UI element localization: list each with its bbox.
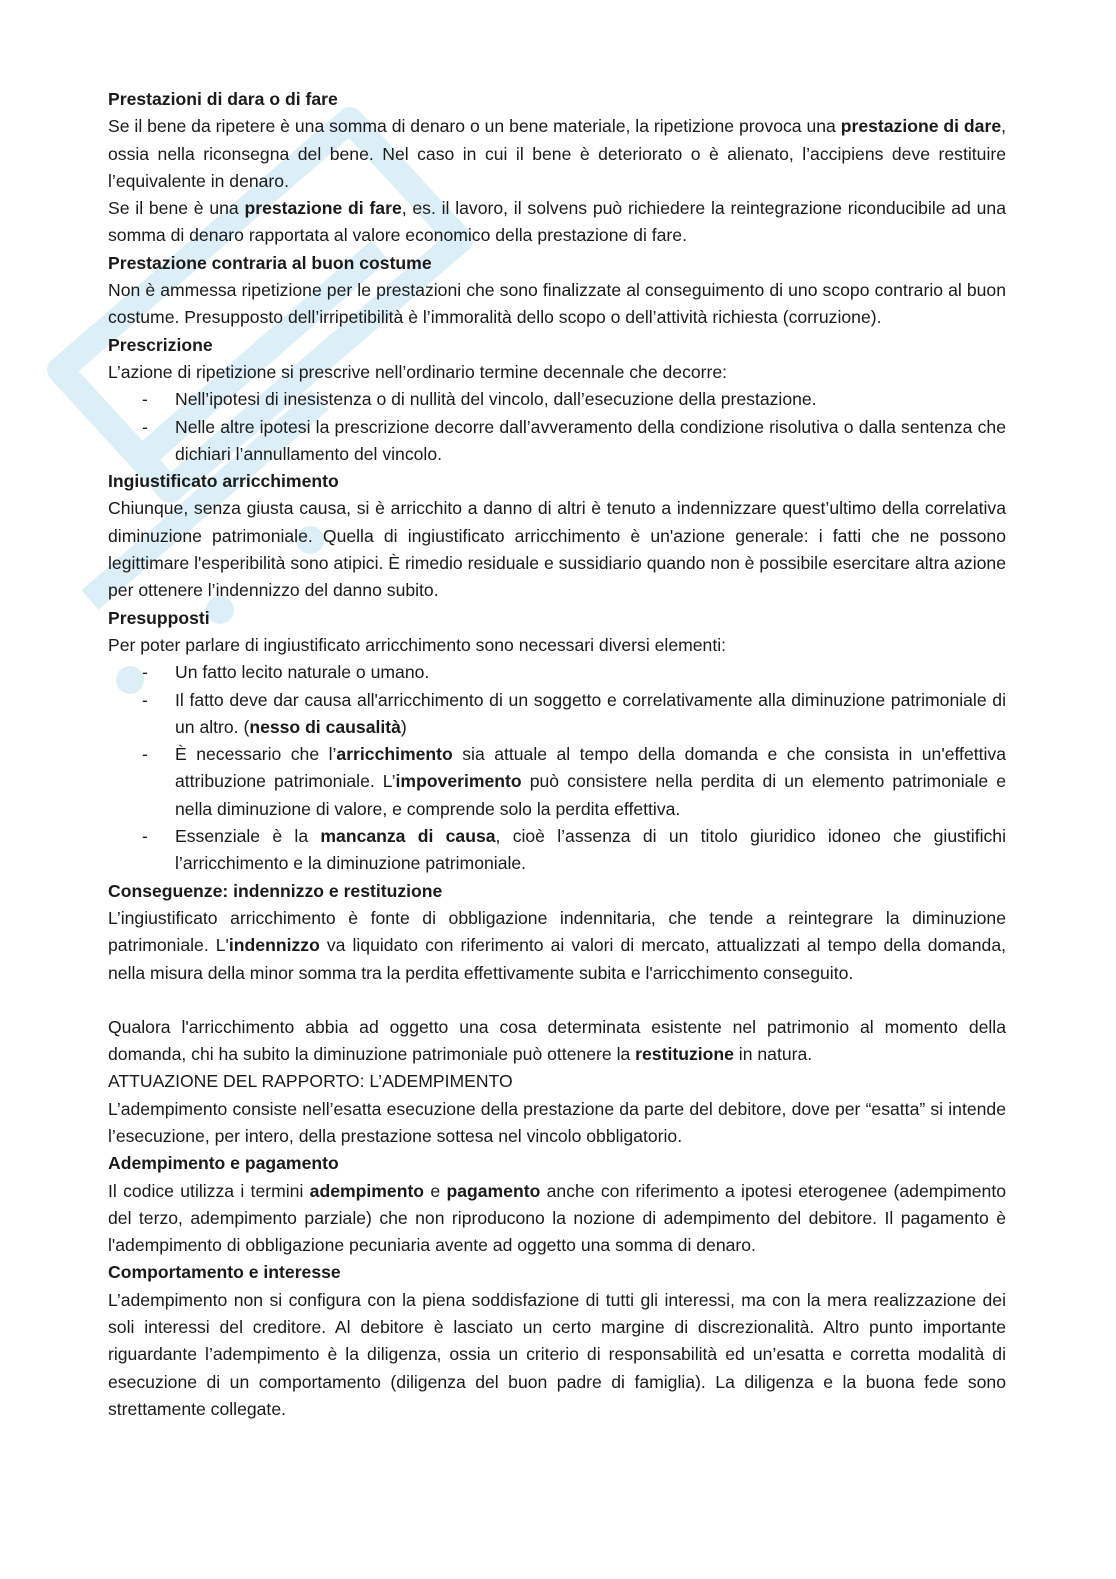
list-item <box>108 687 1006 742</box>
list-item <box>108 823 1006 878</box>
text-run: Per poter parlare di ingiustificato arricchimento sono necessari diversi elementi: <box>108 634 727 655</box>
text-run: Essenziale è la <box>175 826 321 847</box>
text-run: Chiunque, senza giusta causa, si è arricchito a danno di altri è tenuto a indennizzare quest’ultimo della correlativa diminuzione patrimoniale. Quella di ingiustificato arricchimento è un'azione generale: i fatti che ne possono legittimare l'esperibilità sono atipici. È rimedio residuale e sussidiario quando non è possibile esercitare altra azione per ottenere l’indennizzo del danno subito. <box>108 498 1006 601</box>
section-heading: Prestazioni di dara o di fare <box>108 89 338 109</box>
paragraph <box>108 1096 1006 1151</box>
text-run: Non è ammessa ripetizione per le prestazioni che sono finalizzate al conseguimento di uno scopo contrario al buon costume. Presupposto dell’irripetibilità è l’immoralità dello scopo o dell’attività richiesta (corruzione). <box>108 280 1006 328</box>
paragraph <box>108 195 1006 250</box>
bold-term: impoverimento <box>395 771 522 792</box>
text-run: va liquidato con riferimento ai valori di mercato, attualizzati al tempo della domanda, nella misura della minor somma tra la perdita effettivamente subita e l'arricchimento conseguito. <box>108 935 1006 983</box>
section-heading: Comportamento e interesse <box>108 1262 341 1283</box>
dash-list <box>108 386 1006 468</box>
paragraph <box>108 277 1006 332</box>
text-run: L’ingiustificato arricchimento è fonte di obbligazione indennitaria, che tende a reintegrare la diminuzione patrimoniale. L' <box>108 907 1006 956</box>
blank-line <box>108 987 1006 1014</box>
paragraph <box>108 359 1006 386</box>
bold-term: pagamento <box>446 1180 541 1201</box>
paragraph <box>108 1014 1006 1069</box>
section-heading: Conseguenze: indennizzo e restituzione <box>108 880 443 901</box>
section-heading: Adempimento e pagamento <box>108 1153 339 1174</box>
section-heading: Prestazione contraria al buon costume <box>108 252 432 273</box>
text-run: È necessario che l’ <box>175 744 337 765</box>
text-run: , ossia nella riconsegna del bene. Nel caso in cui il bene è deteriorato o è alienato, l’accipiens deve restituire l’equivalente in denaro. <box>108 116 1006 191</box>
list-item <box>108 386 1006 413</box>
section-heading: Ingiustificato arricchimento <box>108 471 339 492</box>
text-run: Se il bene da ripetere è una somma di denaro o un bene materiale, la ripetizione provoca una <box>108 116 841 137</box>
list-item <box>108 414 1006 469</box>
text-run: ) <box>400 716 407 737</box>
text-run: , es. il lavoro, il solvens può richiedere la reintegrazione riconducibile ad una somma di denaro rapportata al valore economico della prestazione di fare. <box>108 198 1006 246</box>
text-run: L’adempimento non si configura con la piena soddisfazione di tutti gli interessi, ma con la mera realizzazione dei soli interessi del creditore. Al debitore è lasciato un certo margine di discrezionalità. Altro punto importante riguardante l’adempimento è la diligenza, ossia un criterio di responsabilità ed un’esatta e corretta modalità di esecuzione di un comportamento (diligenza del buon padre di famiglia). La diligenza e la buona fede sono strettamente collegate. <box>108 1289 1006 1419</box>
section-heading: Presupposti <box>108 607 210 628</box>
paragraph <box>108 632 1006 659</box>
bold-term: indennizzo <box>228 935 320 956</box>
text-run: Nell’ipotesi di inesistenza o di nullità del vincolo, dall’esecuzione della prestazione. <box>175 389 817 410</box>
text-run: in natura. <box>733 1044 813 1065</box>
bold-term: mancanza di causa <box>320 826 496 847</box>
text-run: Se il bene è una <box>108 198 245 219</box>
bold-term: restituzione <box>635 1044 734 1065</box>
paragraph <box>108 1287 1006 1423</box>
paragraph <box>108 113 1006 195</box>
section-heading: ATTUAZIONE DEL RAPPORTO: L’ADEMPIMENTO <box>108 1071 513 1092</box>
paragraph <box>108 905 1006 987</box>
text-run: può consistere nella perdita di un elemento patrimoniale e nella diminuzione di valore, e comprende solo la perdita effettiva. <box>175 771 1007 819</box>
text-run: Un fatto lecito naturale o umano. <box>175 662 430 683</box>
text-run: L’adempimento consiste nell’esatta esecuzione della prestazione da parte del debitore, dove per “esatta” si intende l’esecuzione, per intero, della prestazione sottesa nel vincolo obbligatorio. <box>108 1098 1006 1146</box>
list-item <box>108 659 1006 686</box>
bold-term: nesso di causalità <box>249 716 401 737</box>
bold-term: prestazione di fare <box>244 198 402 219</box>
paragraph <box>108 495 1006 604</box>
document-body <box>108 86 1006 1423</box>
text-run: e <box>424 1180 447 1201</box>
list-item <box>108 741 1006 823</box>
text-run: , cioè l’assenza di un titolo giuridico idoneo che giustifichi l’arricchimento e la diminuzione patrimoniale. <box>175 826 1006 874</box>
text-run: Qualora l'arricchimento abbia ad oggetto una cosa determinata esistente nel patrimonio al momento della domanda, chi ha subito la diminuzione patrimoniale può ottenere la <box>108 1016 1006 1065</box>
paragraph <box>108 1178 1006 1260</box>
bold-term: adempimento <box>309 1180 425 1201</box>
text-run: Il fatto deve dar causa all'arricchimento di un soggetto e correlativamente alla diminuzione patrimoniale di un altro. ( <box>175 689 1006 737</box>
text-run: L’azione di ripetizione si prescrive nell’ordinario termine decennale che decorre: <box>108 361 728 382</box>
bold-term: arricchimento <box>336 744 453 765</box>
text-run: Il codice utilizza i termini <box>108 1180 310 1201</box>
dash-list <box>108 659 1006 877</box>
text-run: Nelle altre ipotesi la prescrizione decorre dall’avveramento della condizione risolutiva o dalla sentenza che dichiari l’annullamento del vincolo. <box>175 416 1006 464</box>
text-run: anche con riferimento a ipotesi eterogenee (adempimento del terzo, adempimento parziale) che non riproducono la nozione di adempimento del debitore. Il pagamento è l'adempimento di obbligazione pecuniaria avente ad oggetto una somma di denaro. <box>108 1180 1007 1256</box>
section-heading: Prescrizione <box>108 334 213 355</box>
bold-term: prestazione di dare <box>840 116 1002 137</box>
text-run: sia attuale al tempo della domanda e che consista in un'effettiva attribuzione patrimoniale. L’ <box>175 744 1006 792</box>
